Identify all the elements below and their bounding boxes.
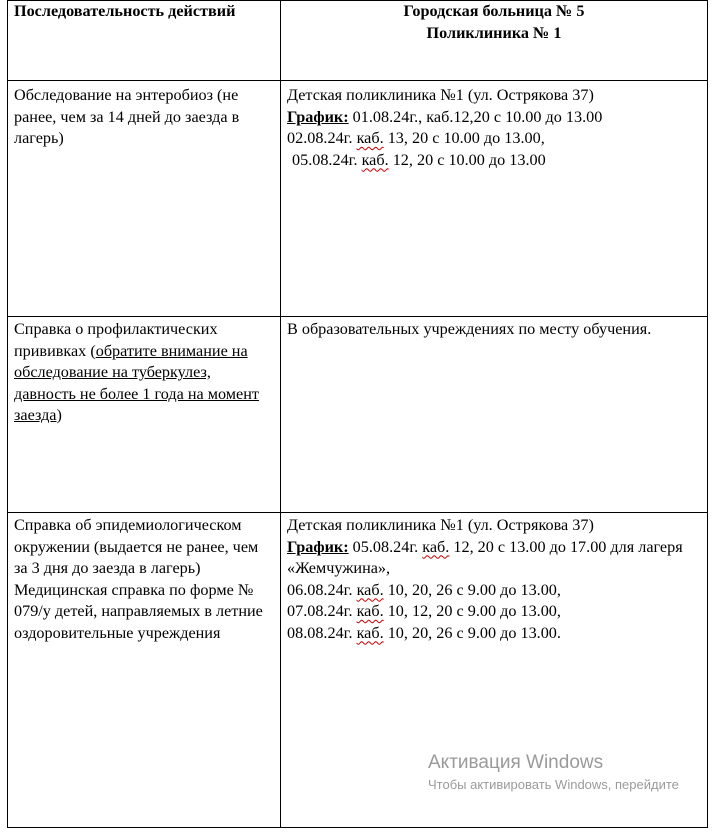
schedule-text: 10, 20, 26 с 9.00 до 13.00, [383,580,561,599]
schedule-text: 12, 20 с 13.00 до 17.00 для лагеря «Жемчужина», [287,537,683,577]
table-row [8,317,708,513]
step-text: Справка об эпидемиологическом окружении (выдается не ранее, чем за 3 дня до заезда в лагерь) Медицинская справка по форме № 079/у детей, направляемых в летние оздоровительные учреждения [14,516,263,642]
schedule-line [287,580,701,602]
schedule-date: 07.08.24г. [287,602,357,620]
schedule-text: 10, 20, 26 с 9.00 до 13.00. [383,623,561,642]
step-cell [8,513,281,828]
windows-activation-watermark [428,752,679,794]
details-text: В образовательных учреждениях по месту обучения. [287,320,652,338]
header-steps: Последовательность действий [8,1,281,81]
schedule-date: 02.08.24г. [287,129,353,147]
header-hospital [281,1,708,81]
schedule-line [287,107,701,129]
schedule-line [287,623,701,645]
details-cell [281,317,708,513]
kab-word: каб. [422,537,450,556]
step-text: Обследование на энтеробиоз (не ранее, чем за 14 дней до заезда в лагерь) [14,86,240,147]
schedule-text: 01.08.24г., каб.12,20 с 10.00 до 13.00 [348,107,603,126]
clinic-address: Детская поликлиника №1 (ул. Острякова 37) [287,86,594,104]
schedule-line [287,537,701,580]
details-cell [281,81,708,317]
schedule-label: График: [287,537,349,556]
schedule-label: График: [287,107,349,126]
schedule-table [7,0,708,828]
step-note: обратите внимание на обследование на туберкулез, давность не более 1 года на момент заезда [14,341,259,424]
table-row [8,81,708,317]
step-text-prefix: Справка о профилактических прививках ( [14,320,218,360]
step-text-suffix: ) [56,406,62,424]
schedule-date: 05.08.24г. [348,537,423,556]
schedule-line [287,150,701,172]
kab-word: каб. [356,602,384,620]
step-cell [8,81,281,317]
kab-word: каб. [356,129,384,147]
schedule-date: 05.08.24г. [292,150,358,169]
clinic-address: Детская поликлиника №1 (ул. Острякова 37) [287,516,594,534]
header-hospital-line1: Городская больница № 5 [403,2,585,20]
schedule-line [287,128,701,150]
watermark-title: Активация Windows [428,752,604,773]
header-row [8,1,708,81]
schedule-date: 08.08.24г. [287,623,357,642]
kab-word: каб. [361,150,389,169]
schedule-text: 13, 20 с 10.00 до 13.00, [383,129,545,147]
kab-word: каб. [356,580,384,599]
schedule-text: 12, 20 с 10.00 до 13.00 [388,150,546,169]
schedule-text: 10, 12, 20 с 9.00 до 13.00, [383,602,561,620]
watermark-subtitle: Чтобы активировать Windows, перейдите [428,777,679,792]
schedule-line [287,601,701,623]
schedule-date: 06.08.24г. [287,580,357,599]
step-text [14,319,274,427]
kab-word: каб. [356,623,384,642]
step-cell [8,317,281,513]
header-hospital-line2: Поликлиника № 1 [426,23,562,42]
